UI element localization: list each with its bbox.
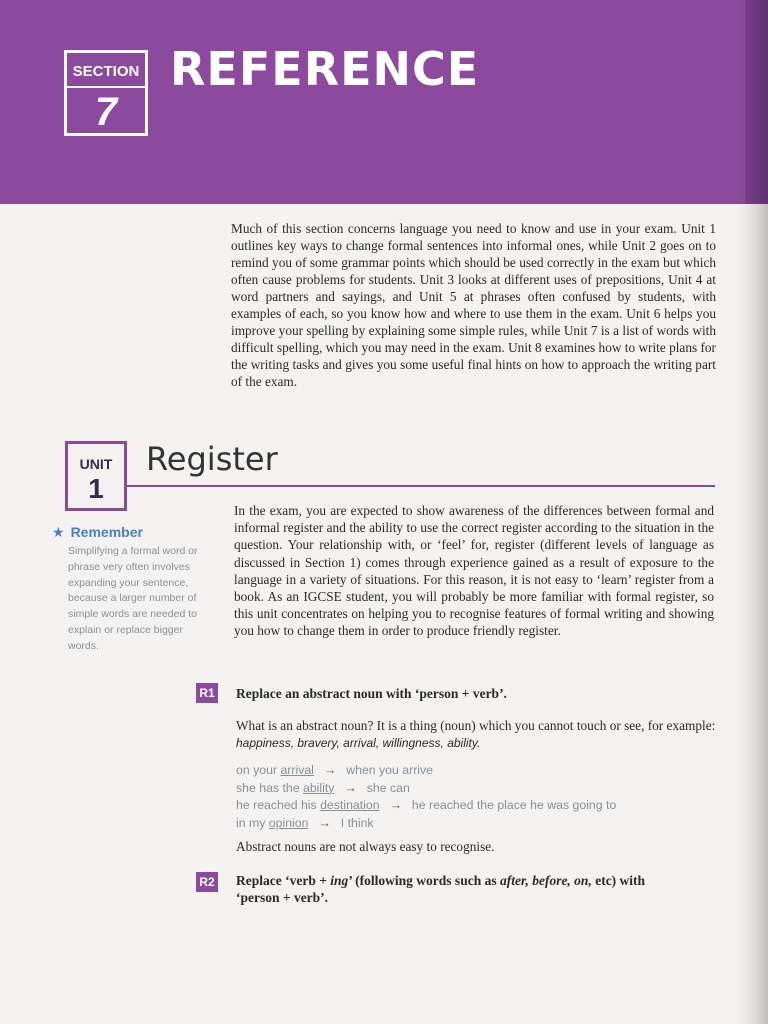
example-keyword: ability bbox=[303, 780, 335, 795]
example-prefix: she has the bbox=[236, 780, 303, 795]
examples-list bbox=[236, 762, 616, 832]
page-gutter-shadow bbox=[738, 0, 768, 1024]
unit-intro-paragraph: In the exam, you are expected to show awareness of the differences between formal and informal register and the ability to use the correct register according to the situation in the question. Your relationship with, or ‘feel’ for, register (different levels of language as discussed in Section 1) comes through experience gained as a result of exposure to the language in a variety of situations. For this reason, it is not easy to ‘learn’ register from a book. As an IGCSE student, you will probably be more familiar with formal register, so this unit concentrates on helping you to recognise features of formal writing and showing you how to change them in order to produce friendly register. bbox=[234, 503, 714, 639]
unit-title: Register bbox=[146, 440, 278, 478]
section-badge bbox=[64, 50, 148, 136]
section-number: 7 bbox=[94, 90, 118, 134]
example-item bbox=[236, 797, 616, 815]
r2-text-part: Replace ‘verb + bbox=[236, 873, 331, 888]
section-title: REFERENCE bbox=[170, 42, 480, 96]
r2-text-part: etc) with bbox=[591, 873, 646, 888]
r2-words: after, before, on, bbox=[499, 873, 592, 888]
example-item bbox=[236, 815, 616, 833]
example-item bbox=[236, 780, 616, 798]
abstract-noun-note: Abstract nouns are not always easy to recognise. bbox=[236, 839, 495, 854]
abstract-noun-example-words: happiness, bravery, arrival, willingness, ability. bbox=[236, 736, 481, 750]
unit-heading-rule bbox=[127, 485, 715, 487]
remember-heading bbox=[52, 524, 212, 541]
example-keyword: arrival bbox=[280, 763, 314, 777]
rule-r1-heading: Replace an abstract noun with ‘person + verb’. bbox=[236, 686, 507, 701]
unit-badge bbox=[65, 441, 127, 511]
r2-ing: ing bbox=[330, 873, 349, 888]
example-keyword: destination bbox=[320, 798, 380, 812]
example-prefix: on your bbox=[236, 763, 281, 777]
abstract-noun-question bbox=[236, 717, 716, 752]
arrow-right-icon: → bbox=[323, 763, 337, 777]
abstract-noun-question-text: What is an abstract noun? It is a thing (noun) which you cannot touch or see, for example: bbox=[236, 718, 716, 733]
example-result: I think bbox=[340, 815, 374, 830]
unit-label: UNIT bbox=[79, 456, 113, 472]
rule-tag-r2: R2 bbox=[196, 872, 218, 892]
example-prefix: in my bbox=[236, 815, 269, 830]
unit-number: 1 bbox=[88, 473, 104, 504]
star-icon: ★ bbox=[52, 524, 65, 540]
section-label: SECTION bbox=[72, 63, 140, 80]
rule-tag-r1: R1 bbox=[196, 683, 218, 703]
example-item bbox=[236, 762, 616, 780]
example-result: he reached the place he was going to bbox=[411, 798, 617, 812]
arrow-right-icon: → bbox=[389, 798, 402, 812]
example-keyword: opinion bbox=[268, 815, 309, 830]
r2-text-line2: ‘person + verb’. bbox=[236, 890, 329, 905]
intro-paragraph: Much of this section concerns language you need to know and use in your exam. Unit 1 outlines key ways to change formal sentences into informal ones, while Unit 2 goes on to remind you of some grammar points which should be used correctly in the exam but which often cause problems for students. Unit 3 looks at different uses of prepositions, Unit 4 at word partners and sayings, and Unit 5 at phrases often confused by students, with examples of each, so you know how and where to use them in the exam. Unit 6 helps you improve your spelling by explaining some simple rules, while Unit 7 is a list of words with difficult spelling, which you may need in the exam. Unit 8 examines how to write plans for the writing tasks and gives you some useful final hints on how to approach the writing part of the exam. bbox=[231, 221, 716, 389]
example-result: she can bbox=[366, 780, 410, 795]
remember-heading-text: Remember bbox=[70, 524, 143, 540]
example-result: when you arrive bbox=[346, 763, 434, 777]
section-badge-divider bbox=[67, 86, 145, 88]
arrow-right-icon: → bbox=[318, 815, 331, 830]
rule-r2-heading bbox=[236, 872, 716, 906]
remember-sidebar bbox=[52, 524, 212, 655]
arrow-right-icon: → bbox=[344, 780, 357, 795]
r2-text-part: ’ (following words such as bbox=[348, 873, 500, 888]
example-prefix: he reached his bbox=[236, 798, 321, 812]
remember-text: Simplifying a formal word or phrase very often involves expanding your sentence, because a larger number of simple words are needed to explain or replace bigger words. bbox=[68, 545, 198, 652]
